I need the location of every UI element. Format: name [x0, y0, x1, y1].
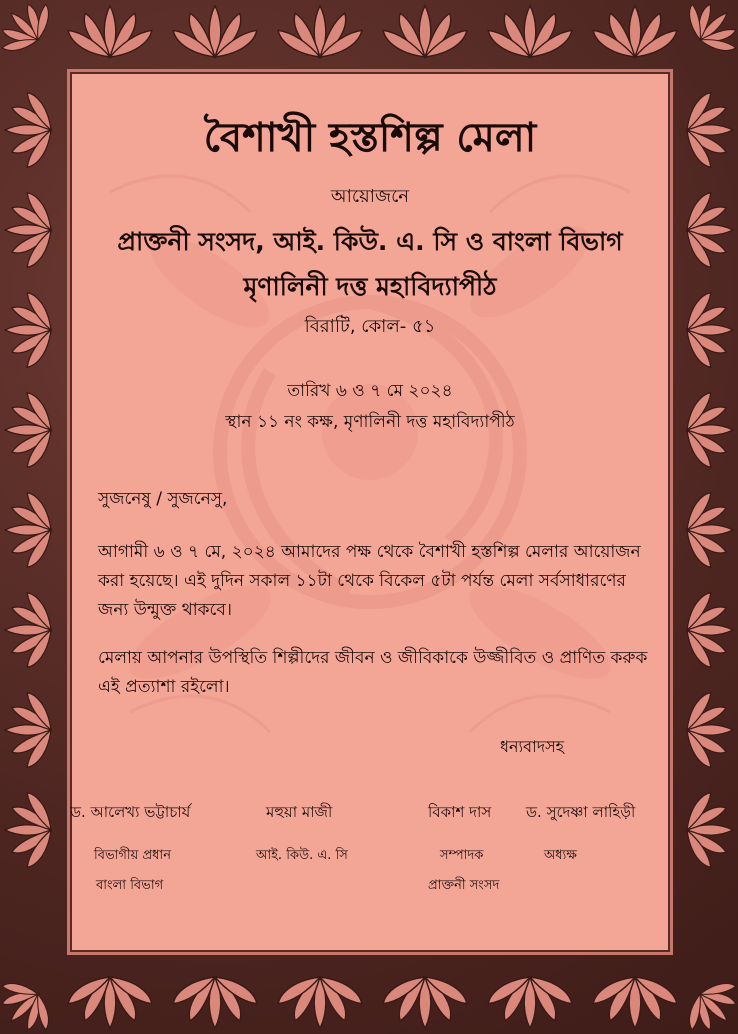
organizer-name: প্রাক্তনী সংসদ, আই. কিউ. এ. সি ও বাংলা বিভাগ [117, 227, 623, 256]
lotus-motif [0, 972, 60, 1034]
lotus-motif [687, 493, 733, 568]
letter-greeting: সুজনেষু / সুজনেসু, [98, 489, 228, 509]
event-venue: স্থান ১১ নং কক্ষ, মৃণালিনী দত্ত মহাবিদ্যাপীঠ [225, 412, 515, 432]
college-name: মৃণালিনী দত্ত মহাবিদ্যাপীঠ [243, 272, 497, 301]
lotus-motif [687, 693, 733, 768]
college-address: বিরাটি, কোল- ৫১ [304, 316, 436, 337]
signatory-name: মহুয়া মাজী [266, 803, 333, 821]
lotus-motif [5, 493, 51, 568]
signatory-role: বিভাগীয় প্রধান [94, 848, 171, 863]
letter-closing: ধন্যবাদসহ [500, 737, 565, 756]
lotus-motif [678, 0, 738, 62]
signatory-role: সম্পাদক [440, 848, 484, 863]
event-date: তারিখ ৬ ও ৭ মে ২০২৪ [287, 381, 453, 401]
signatory-role: আই. কিউ. এ. সি [256, 848, 348, 863]
lotus-motif [687, 293, 733, 368]
invitation-card [70, 72, 670, 952]
lotus-motif [68, 6, 152, 57]
signatory-name: ড. সুদেষ্ণা লাহিড়ী [526, 803, 636, 821]
lotus-motif [593, 977, 677, 1028]
lotus-motif [678, 972, 738, 1034]
lotus-motif [173, 6, 257, 57]
lotus-motif [5, 193, 51, 268]
lotus-motif [278, 6, 362, 57]
lotus-motif [488, 977, 572, 1028]
lotus-motif [5, 793, 51, 868]
lotus-motif [593, 6, 677, 57]
signatory-name: ড. আলেখ্য ভট্টাচার্য [70, 803, 191, 821]
lotus-motif [488, 6, 572, 57]
signatory-name: বিকাশ দাস [428, 803, 492, 821]
lotus-motif [5, 693, 51, 768]
lotus-motif [687, 393, 733, 468]
lotus-motif [687, 593, 733, 668]
lotus-motif [383, 6, 467, 57]
signatory-role: অধ্যক্ষ [544, 848, 577, 863]
lotus-motif [5, 393, 51, 468]
lotus-motif [68, 977, 152, 1028]
lotus-motif [687, 793, 733, 868]
page-title: বৈশাখী হস্তশিল্প মেলা [203, 114, 537, 161]
organizer-label: আয়োজনে [330, 186, 410, 207]
lotus-motif [5, 93, 51, 168]
lotus-motif [383, 977, 467, 1028]
lotus-motif [173, 977, 257, 1028]
lotus-motif [687, 193, 733, 268]
lotus-motif [278, 977, 362, 1028]
lotus-motif [0, 0, 60, 62]
lotus-motif [5, 593, 51, 668]
signatory-dept: প্রাক্তনী সংসদ [428, 878, 500, 893]
lotus-motif [687, 93, 733, 168]
lotus-motif [5, 293, 51, 368]
letter-paragraph-2: মেলায় আপনার উপস্থিতি শিল্পীদের জীবন ও জীবিকাকে উজ্জীবিত ও প্রাণিত করুক এই প্রত্যাশা রইলো। [98, 648, 648, 697]
signatory-dept: বাংলা বিভাগ [96, 878, 164, 893]
letter-paragraph-1: আগামী ৬ ও ৭ মে, ২০২৪ আমাদের পক্ষ থেকে বৈশাখী হস্তশিল্প মেলার আয়োজন করা হয়েছে। এই দুদিন সকাল ১১টা থেকে বিকেল ৫টা পর্যন্ত মেলা সর্বসাধারণের জন্য উন্মুক্ত থাকবে। [98, 542, 641, 620]
